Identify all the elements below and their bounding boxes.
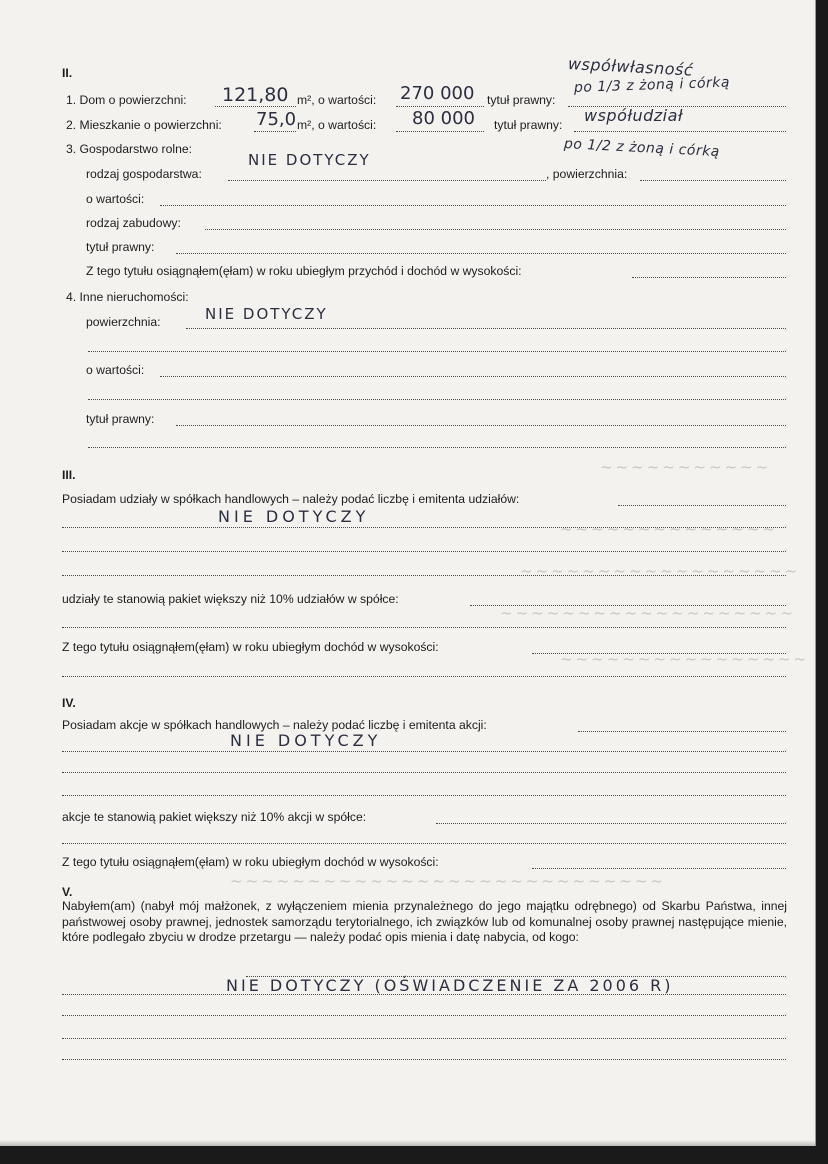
flat-title-value: współudział bbox=[584, 106, 683, 125]
bleed-through-mark: ~~~~~~~~~~~~~~~~~~ bbox=[520, 562, 801, 580]
farm-type-label: rodzaj gospodarstwa: bbox=[86, 167, 202, 181]
other-area-label: powierzchnia: bbox=[86, 315, 161, 329]
dotted-line bbox=[532, 653, 786, 654]
house-area-value: 121,80 bbox=[222, 84, 289, 106]
house-title-detail: po 1/3 z żoną i córką bbox=[573, 74, 731, 96]
bleed-through-mark: ~~~~~~~~~~~~~~ bbox=[560, 520, 778, 538]
flat-area-label: 2. Mieszkanie o powierzchni: bbox=[66, 118, 222, 132]
bleed-through-mark: ~~~~~~~~~~~~~~~~~~~~~~~~~~~~ bbox=[230, 872, 666, 890]
flat-value: 80 000 bbox=[412, 108, 475, 129]
dotted-line bbox=[436, 823, 786, 824]
dotted-line bbox=[176, 425, 786, 426]
shares-answer: NIE DOTYCZY bbox=[218, 507, 370, 526]
dotted-line bbox=[574, 131, 786, 132]
dotted-line bbox=[62, 1059, 786, 1060]
dotted-line bbox=[578, 731, 786, 732]
dotted-line bbox=[618, 505, 786, 506]
house-title-label: tytuł prawny: bbox=[487, 93, 556, 107]
house-unit-label: m², o wartości: bbox=[297, 93, 377, 107]
dotted-line bbox=[62, 772, 786, 773]
shares-label: Posiadam udziały w spółkach handlowych – należy podać liczbę i emitenta udziałów: bbox=[62, 492, 520, 506]
section-heading: II. bbox=[62, 66, 73, 80]
farm-label: 3. Gospodarstwo rolne: bbox=[66, 142, 193, 156]
other-value-label: o wartości: bbox=[86, 363, 145, 377]
farm-area-label: , powierzchnia: bbox=[546, 167, 628, 181]
stocks-answer: NIE DOTYCZY bbox=[230, 731, 382, 750]
dotted-line bbox=[62, 527, 786, 528]
section-heading: V. bbox=[62, 885, 73, 899]
dotted-line bbox=[640, 180, 786, 181]
farm-answer: NIE DOTYCZY bbox=[248, 151, 371, 169]
flat-unit-label: m², o wartości: bbox=[297, 118, 377, 132]
section-heading: IV. bbox=[62, 696, 76, 710]
other-answer: NIE DOTYCZY bbox=[205, 305, 328, 323]
other-title-label: tytuł prawny: bbox=[86, 412, 155, 426]
bleed-through-mark: ~~~~~~~~~~~ bbox=[600, 458, 772, 476]
bleed-through-mark: ~~~~~~~~~~~~~~~~ bbox=[560, 650, 810, 668]
other-property-label: 4. Inne nieruchomości: bbox=[66, 290, 189, 304]
shares-income-label: Z tego tytułu osiągnąłem(ęłam) w roku ubiegłym dochód w wysokości: bbox=[62, 640, 439, 654]
dotted-line bbox=[215, 106, 296, 107]
section-heading: III. bbox=[62, 468, 76, 482]
dotted-line bbox=[62, 575, 786, 576]
dotted-line bbox=[88, 447, 786, 448]
dotted-line bbox=[205, 229, 786, 230]
house-area-label: 1. Dom o powierzchni: bbox=[66, 93, 187, 107]
dotted-line bbox=[160, 205, 786, 206]
acquisition-paragraph: Nabyłem(am) (nabył mój małżonek, z wyłączeniem mienia przynależnego do jego majątku odrębnego) od Skarbu Państwa, innej państwowej osoby prawnej, jednostek samorządu terytorialnego, ich związków lub od komunalnej osoby prawnej następujące mienie, które podlegało zbyciu w drodze przetargu — należy podać opis mienia i datę nabycia, od kogo: bbox=[62, 899, 787, 944]
dotted-line bbox=[532, 868, 786, 869]
building-type-label: rodzaj zabudowy: bbox=[86, 216, 181, 230]
dotted-line bbox=[62, 751, 786, 752]
stocks-income-label: Z tego tytułu osiągnąłem(ęłam) w roku ubiegłym dochód w wysokości: bbox=[62, 855, 439, 869]
flat-title-label: tytuł prawny: bbox=[494, 118, 563, 132]
flat-area-value: 75,0 bbox=[256, 109, 297, 130]
house-value: 270 000 bbox=[400, 83, 475, 104]
stocks-label: Posiadam akcje w spółkach handlowych – należy podać liczbę i emitenta akcji: bbox=[62, 718, 487, 732]
farm-title-label: tytuł prawny: bbox=[86, 240, 155, 254]
dotted-line bbox=[228, 180, 546, 181]
farm-value-label: o wartości: bbox=[86, 192, 145, 206]
dotted-line bbox=[62, 795, 786, 796]
stocks-stake-label: akcje te stanowią pakiet większy niż 10% akcji w spółce: bbox=[62, 810, 367, 824]
flat-title-detail: po 1/2 z żoną i córką bbox=[563, 136, 721, 161]
farm-income-label: Z tego tytułu osiągnąłem(ęłam) w roku ubiegłym przychód i dochód w wysokości: bbox=[86, 264, 522, 278]
acquisition-answer: NIE DOTYCZY (OŚWIADCZENIE ZA 2006 R) bbox=[226, 976, 674, 995]
handwritten-note: współwłasność bbox=[567, 54, 694, 80]
dotted-line bbox=[396, 131, 484, 132]
dotted-line bbox=[88, 399, 786, 400]
dotted-line bbox=[62, 843, 786, 844]
dotted-line bbox=[62, 1015, 786, 1016]
dotted-line bbox=[160, 376, 786, 377]
dotted-line bbox=[186, 328, 786, 329]
dotted-line bbox=[176, 253, 786, 254]
dotted-line bbox=[62, 627, 786, 628]
dotted-line bbox=[254, 131, 296, 132]
bleed-through-mark: ~~~~~~~~~~~~~~~~~~~ bbox=[500, 604, 796, 622]
dotted-line bbox=[62, 676, 786, 677]
dotted-line bbox=[62, 551, 786, 552]
dotted-line bbox=[396, 106, 484, 107]
dotted-line bbox=[62, 1038, 786, 1039]
dotted-line bbox=[62, 994, 786, 995]
dotted-line bbox=[632, 277, 786, 278]
dotted-line bbox=[88, 351, 786, 352]
shares-stake-label: udziały te stanowią pakiet większy niż 10% udziałów w spółce: bbox=[62, 592, 399, 606]
dotted-line bbox=[470, 605, 786, 606]
